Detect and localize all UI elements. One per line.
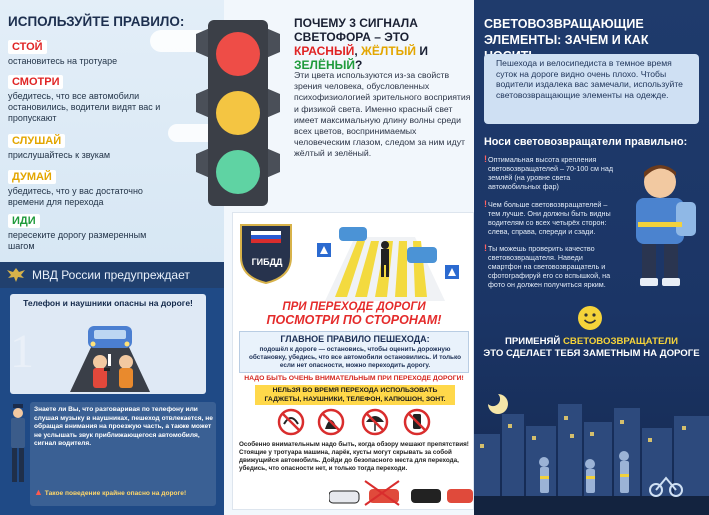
rule-go-text: пересеките дорогу размеренным шагом — [8, 230, 147, 251]
why-end: ? — [355, 58, 363, 72]
rule-look-head: СМОТРИ — [8, 75, 63, 89]
mvd-card — [10, 294, 206, 394]
reflector-tip-3: Ты можешь проверить качество световозвращателя. Наведи смартфон на световозвращатель и сфотографируй его со вспышкой, на фото он должен получиться ярким. — [488, 244, 611, 289]
exclamation-icon: ! — [484, 154, 487, 164]
rule-go-head: ИДИ — [8, 214, 40, 228]
rule-stop-head: СТОЙ — [8, 40, 47, 54]
mvd-title: МВД России предупреждает — [32, 268, 190, 282]
cta-line2: ЭТО СДЕЛАЕТ ТЕБЯ ЗАМЕТНЫМ НА ДОРОГЕ — [483, 348, 700, 359]
green-light-icon — [216, 150, 260, 194]
moon-icon — [488, 394, 508, 414]
no-hood-icon — [319, 410, 343, 434]
crosswalk-scene — [295, 217, 475, 301]
mvd-warning-text: Знаете ли Вы, что разговаривая по телефону или слушая музыку в наушниках, пешеход отвлекается, не обращая внимания на проезжую часть, а также может не услышать звук приближающегося автомобиля, сигнал водителя. — [34, 406, 213, 448]
exclamation-icon: ! — [484, 243, 487, 253]
eagle-emblem-icon — [6, 266, 26, 284]
police-officer-figure — [8, 404, 28, 488]
red-light-icon — [216, 32, 260, 76]
wear-correctly-title: Носи световозвращатели правильно: — [484, 136, 688, 148]
main-rule-title: ГЛАВНОЕ ПРАВИЛО ПЕШЕХОДА: — [280, 334, 430, 344]
warning-triangle-icon: ▲ — [34, 487, 43, 497]
no-phone-icon — [405, 410, 429, 434]
why-sep: , — [354, 44, 362, 58]
why-yellow: ЖЁЛТЫЙ — [361, 44, 417, 58]
crossing-title-line2: ПОСМОТРИ ПО СТОРОНАМ! — [266, 313, 442, 327]
why-green: ЗЕЛЁНЫЙ — [294, 58, 356, 72]
forbidden-line2: ГАДЖЕТЫ, НАУШНИКИ, ТЕЛЕФОН, КАПЮШОН, ЗОНТ. — [264, 396, 446, 403]
obstacles-text: Особенно внимательным надо быть, когда обзору мешают препятствия! Стоящие у тротуара машина, ларёк, кусты могут скрывать за собой движущийся автомобиль. Дойди до безопасного места для перехода, убедись, что опасности нет, и только тогда переходи. — [239, 441, 469, 472]
rule-think-text: убедитесь, что у вас достаточно времени для перехода — [8, 186, 143, 207]
boy-with-backpack-illustration — [620, 160, 702, 288]
traffic-light — [196, 14, 280, 210]
reflector-tip-2: Чем больше световозвращателей – тем лучше. Они должны быть видны водителям со всех четырёх сторон: слева, справа, спереди и сзади. — [488, 200, 611, 236]
crossing-title-line1: ПРИ ПЕРЕХОДЕ ДОРОГИ — [282, 301, 426, 313]
mvd-card-title: Телефон и наушники опасны на дороге! — [23, 298, 193, 308]
main-rule-text: подошёл к дороге — остановись, чтобы оценить дорожную обстановку, убедись, что все автомобили остановились. И только если нет опасности, можно переходить дорогу. — [249, 346, 461, 370]
rule-listen-head: СЛУШАЙ — [8, 134, 65, 148]
rules-panel — [0, 0, 224, 262]
forbidden-line1: НЕЛЬЗЯ ВО ВРЕМЯ ПЕРЕХОДА ИСПОЛЬЗОВАТЬ — [272, 387, 438, 394]
mvd-panel — [0, 262, 224, 515]
step-number: 1 — [10, 325, 34, 378]
reflectors-call-to-action — [474, 336, 709, 360]
car-children-illustration — [30, 308, 190, 392]
cta-prefix: ПРИМЕНЯЙ — [505, 336, 563, 347]
smiley-icon — [577, 305, 603, 331]
cta-accent: СВЕТОВОЗВРАЩАТЕЛИ — [562, 336, 678, 347]
no-headphones-icon — [279, 410, 303, 434]
crossing-poster — [232, 212, 474, 510]
mvd-warning-label: Такое поведение крайне опасно на дороге! — [44, 490, 187, 497]
gibdd-label: ГИБДД — [251, 257, 283, 267]
attention-line: НАДО БЫТЬ ОЧЕНЬ ВНИМАТЕЛЬНЫМ ПРИ ПЕРЕХОДЕ ДОРОГИ! — [244, 375, 464, 382]
mvd-warning-line — [34, 487, 214, 497]
why-red: КРАСНЫЙ — [294, 44, 355, 58]
rule-think-head: ДУМАЙ — [8, 170, 56, 184]
why-title-text: ПОЧЕМУ 3 СИГНАЛА СВЕТОФОРА – ЭТО — [294, 16, 418, 44]
rule-look-text: убедитесь, что все автомобили остановились, водители видят вас и пропускают — [8, 91, 161, 123]
crossing-title — [233, 301, 475, 327]
why-title — [294, 16, 474, 72]
rule-listen-text: прислушайтесь к звукам — [8, 150, 111, 160]
reflectors-title: СВЕТОВОЗВРАЩАЮЩИЕ ЭЛЕМЕНТЫ: ЗАЧЕМ И КАК — [484, 17, 649, 47]
reflector-tip-1: Оптимальная высота крепления световозвращателей – 70-100 см над землёй (на уровне света автомобильных фар) — [488, 155, 614, 191]
exclamation-icon: ! — [484, 199, 487, 209]
cars-pedestrians-illustration — [329, 477, 475, 507]
forbidden-icons-row — [275, 407, 435, 437]
gibdd-shield-icon — [237, 221, 295, 285]
night-city-illustration — [474, 364, 709, 515]
reflectors-info-box — [484, 54, 699, 124]
right-column — [474, 0, 709, 515]
why-body: Эти цвета используются из-за свойств зрения человека, обусловленных психофизиологией зрительного восприятия и физикой света. Именно красный свет имеет максимальную длину волны среди всех цветов, воспринимаемых человеческим глазом, следом за ним идут жёлтый и зелёный. — [294, 70, 471, 159]
no-umbrella-icon — [363, 410, 387, 434]
yellow-light-icon — [216, 91, 260, 135]
main-rule-box — [239, 331, 469, 373]
rule-stop-text: остановитесь на тротуаре — [8, 56, 118, 66]
left-column — [0, 0, 224, 515]
why-sep: И — [416, 44, 428, 58]
forbidden-box — [255, 385, 455, 405]
reflectors-info-text: Пешехода и велосипедиста в темное время суток на дороге видно очень плохо. Чтобы водители издалека вас замечали, используйте световозвращающие элементы на одежде. — [496, 58, 683, 100]
rules-title: ИСПОЛЬЗУЙТЕ ПРАВИЛО: — [8, 14, 185, 29]
